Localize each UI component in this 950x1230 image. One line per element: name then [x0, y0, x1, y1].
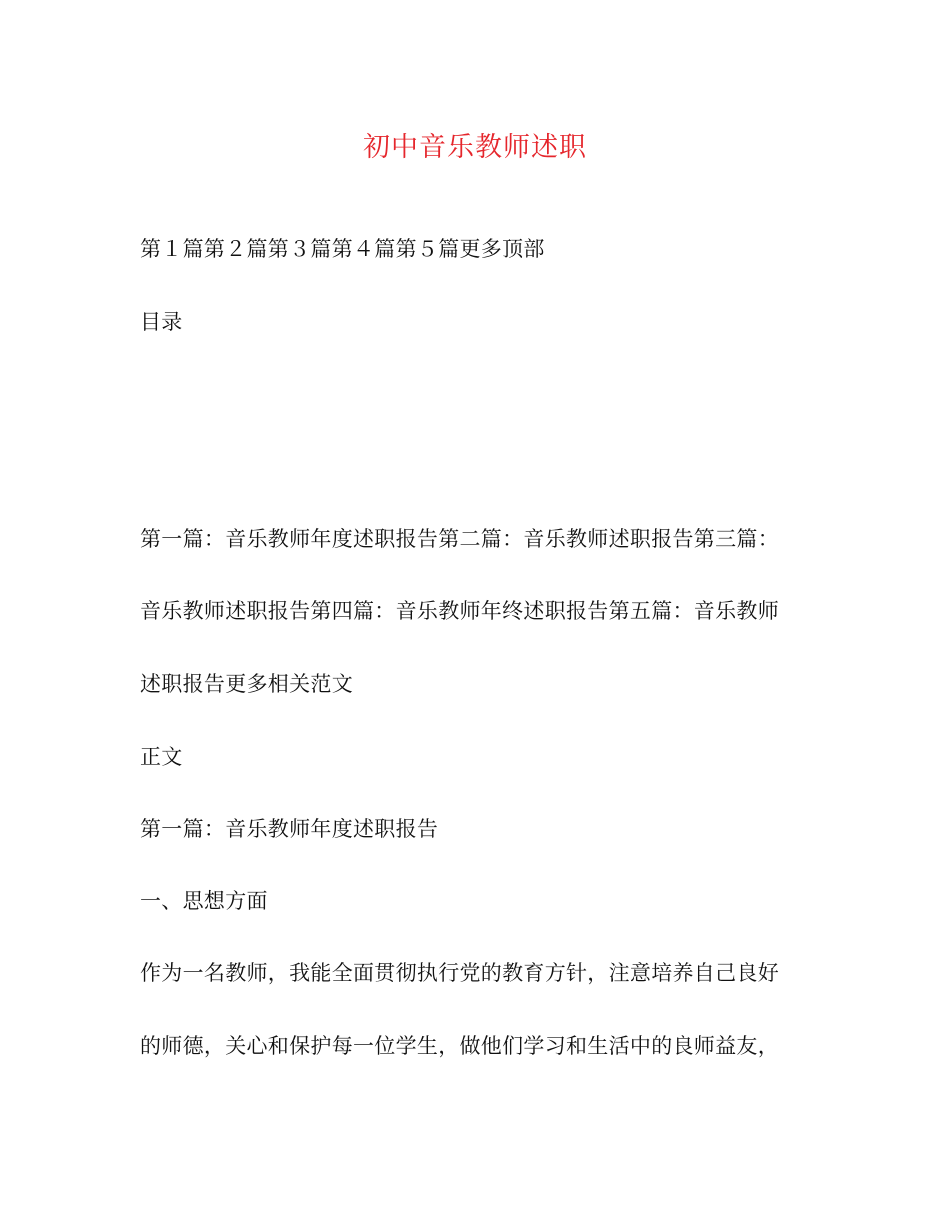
paragraph-line-1: 作为一名教师，我能全面贯彻执行党的教育方针，注意培养自己良好	[140, 961, 779, 985]
paragraph-line-2: 的师德，关心和保护每一位学生，做他们学习和生活中的良师益友，	[140, 1034, 779, 1058]
toc-heading: 目录	[140, 310, 183, 334]
section-heading: 一、思想方面	[140, 889, 268, 913]
body-heading: 正文	[140, 745, 183, 769]
document-title: 初中音乐教师述职	[363, 132, 587, 163]
nav-line[interactable]: 第１篇第２篇第３篇第４篇第５篇更多顶部	[140, 237, 545, 261]
toc-line-2: 音乐教师述职报告第四篇：音乐教师年终述职报告第五篇：音乐教师	[140, 599, 779, 623]
toc-line-1: 第一篇：音乐教师年度述职报告第二篇：音乐教师述职报告第三篇：	[140, 527, 779, 551]
article-title: 第一篇：音乐教师年度述职报告	[140, 817, 439, 841]
toc-line-3: 述职报告更多相关范文	[140, 672, 353, 696]
